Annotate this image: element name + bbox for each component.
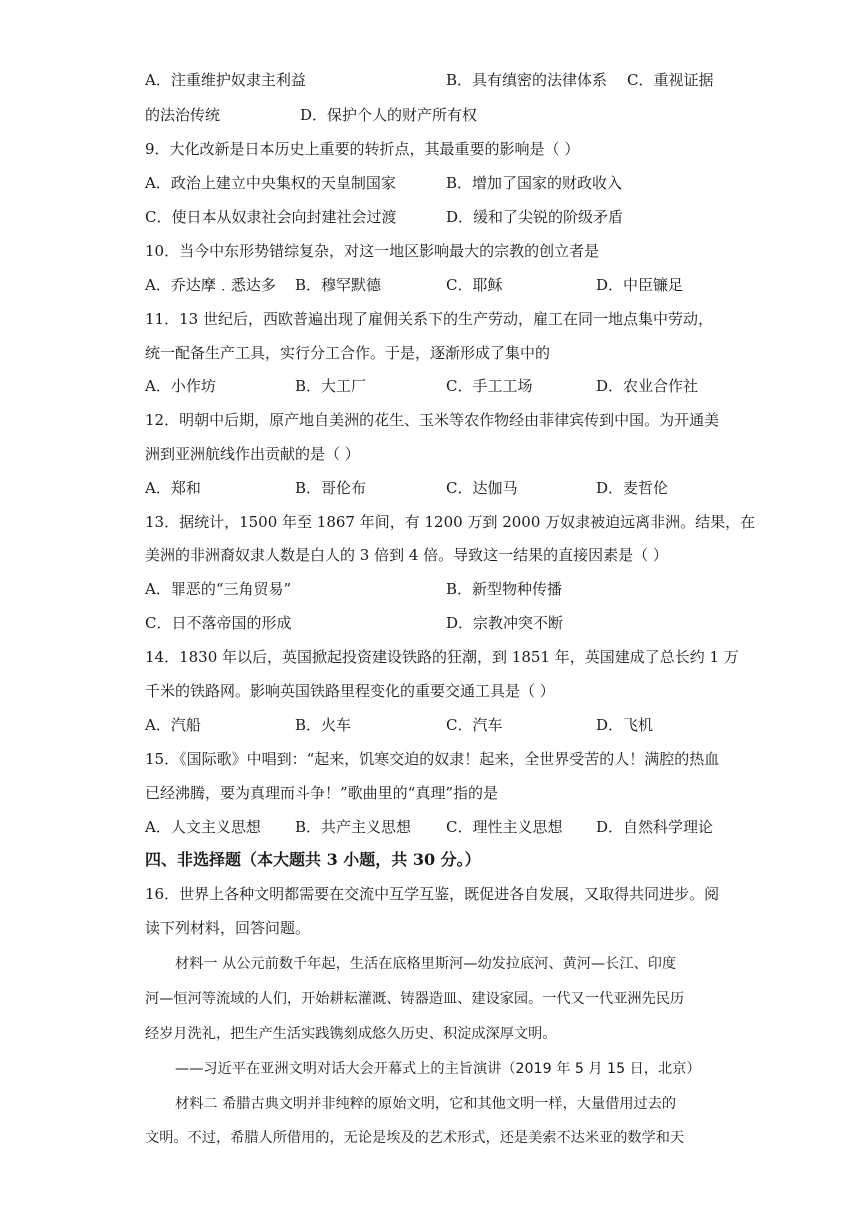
option-8b: B．具有缜密的法律体系 — [446, 71, 608, 89]
option-11c: C．手工工场 — [446, 377, 533, 395]
option-10a: A．乔达摩﹒悉达多 — [145, 276, 276, 294]
question-12-line2: 洲到亚洲航线作出贡献的是（ ） — [145, 445, 360, 463]
option-12b: B．哥伦布 — [295, 479, 367, 497]
option-12d: D．麦哲伦 — [596, 479, 669, 497]
option-8c-cont: 的法治传统 — [145, 106, 221, 124]
option-10d: D．中臣镰足 — [596, 276, 684, 294]
question-9: 9．大化改新是日本历史上重要的转折点，其最重要的影响是（ ） — [145, 140, 580, 158]
option-13a: A．罪恶的“三角贸易” — [145, 580, 292, 598]
option-15a: A．人文主义思想 — [145, 818, 261, 836]
question-11-line2: 统一配备生产工具，实行分工合作。于是，逐渐形成了集中的 — [145, 344, 551, 362]
option-8a: A．注重维护奴隶主利益 — [145, 71, 306, 89]
option-9d: D．缓和了尖锐的阶级矛盾 — [446, 208, 624, 226]
option-15d: D．自然科学理论 — [596, 818, 714, 836]
question-11-line1: 11．13 世纪后，西欧普遍出现了雇佣关系下的生产劳动，雇工在同一地点集中劳动， — [145, 310, 713, 328]
option-9b: B．增加了国家的财政收入 — [446, 174, 623, 192]
material-1-line2: 河—恒河等流域的人们，开始耕耘灌溉、铸器造皿、建设家园。一代又一代亚洲先民历 — [145, 991, 685, 1007]
option-10b: B．穆罕默德 — [295, 276, 382, 294]
option-11d: D．农业合作社 — [596, 377, 699, 395]
question-15-line1: 15．《国际歌》中唱到：“起来，饥寒交迫的奴隶！起来，全世界受苦的人！满腔的热血 — [145, 750, 720, 768]
option-13d: D．宗教冲突不断 — [446, 614, 564, 632]
option-8c: C．重视证据 — [627, 71, 714, 89]
option-11a: A．小作坊 — [145, 377, 216, 395]
question-14-line1: 14．1830 年以后，英国掀起投资建设铁路的狂潮，到 1851 年，英国建成了总长约 1 万 — [145, 648, 739, 666]
question-10: 10．当今中东形势错综复杂，对这一地区影响最大的宗教的创立者是 — [145, 242, 600, 260]
option-14a: A．汽船 — [145, 716, 201, 734]
option-9a: A．政治上建立中央集权的天皇制国家 — [145, 174, 396, 192]
material-1-line1: 材料一 从公元前数千年起，生活在底格里斯河—幼发拉底河、黄河—长江、印度 — [175, 956, 677, 972]
option-13c: C．日不落帝国的形成 — [145, 614, 292, 632]
option-15c: C．理性主义思想 — [446, 818, 563, 836]
question-14-line2: 千米的铁路网。影响英国铁路里程变化的重要交通工具是（ ） — [145, 682, 555, 700]
option-14c: C．汽车 — [446, 716, 503, 734]
material-1-source: ——习近平在亚洲文明对话大会开幕式上的主旨演讲（2019 年 5 月 15 日，北京） — [175, 1061, 701, 1077]
option-10c: C．耶稣 — [446, 276, 503, 294]
option-14d: D．飞机 — [596, 716, 654, 734]
question-13-line2: 美洲的非洲裔奴隶人数是白人的 3 倍到 4 倍。导致这一结果的直接因素是（ ） — [145, 546, 668, 564]
material-1-line3: 经岁月洗礼，把生产生活实践镌刻成悠久历史、积淀成深厚文明。 — [145, 1026, 557, 1042]
section-4-heading: 四、非选择题（本大题共 3 小题，共 30 分。） — [145, 850, 481, 869]
option-12c: C．达伽马 — [446, 479, 518, 497]
option-8d: D．保护个人的财产所有权 — [300, 106, 478, 124]
option-15b: B．共产主义思想 — [295, 818, 412, 836]
material-2-line1: 材料二 希腊古典文明并非纯粹的原始文明，它和其他文明一样，大量借用过去的 — [175, 1096, 677, 1112]
option-9c: C．使日本从奴隶社会向封建社会过渡 — [145, 208, 397, 226]
question-13-line1: 13．据统计，1500 年至 1867 年间，有 1200 万到 2000 万奴隶被迫远离非洲。结果，在 — [145, 513, 756, 531]
question-15-line2: 已经沸腾，要为真理而斗争！”歌曲里的“真理”指的是 — [145, 784, 499, 802]
material-2-line2: 文明。不过，希腊人所借用的，无论是埃及的艺术形式，还是美索不达米亚的数学和天 — [145, 1130, 685, 1146]
option-14b: B．火车 — [295, 716, 352, 734]
option-11b: B．大工厂 — [295, 377, 367, 395]
question-12-line1: 12．明朝中后期，原产地自美洲的花生、玉米等农作物经由菲律宾传到中国。为开通美 — [145, 411, 720, 429]
question-16-line2: 读下列材料，回答问题。 — [145, 919, 311, 937]
option-12a: A．郑和 — [145, 479, 201, 497]
question-16-line1: 16．世界上各种文明都需要在交流中互学互鉴，既促进各自发展，又取得共同进步。阅 — [145, 885, 720, 903]
option-13b: B．新型物种传播 — [446, 580, 563, 598]
